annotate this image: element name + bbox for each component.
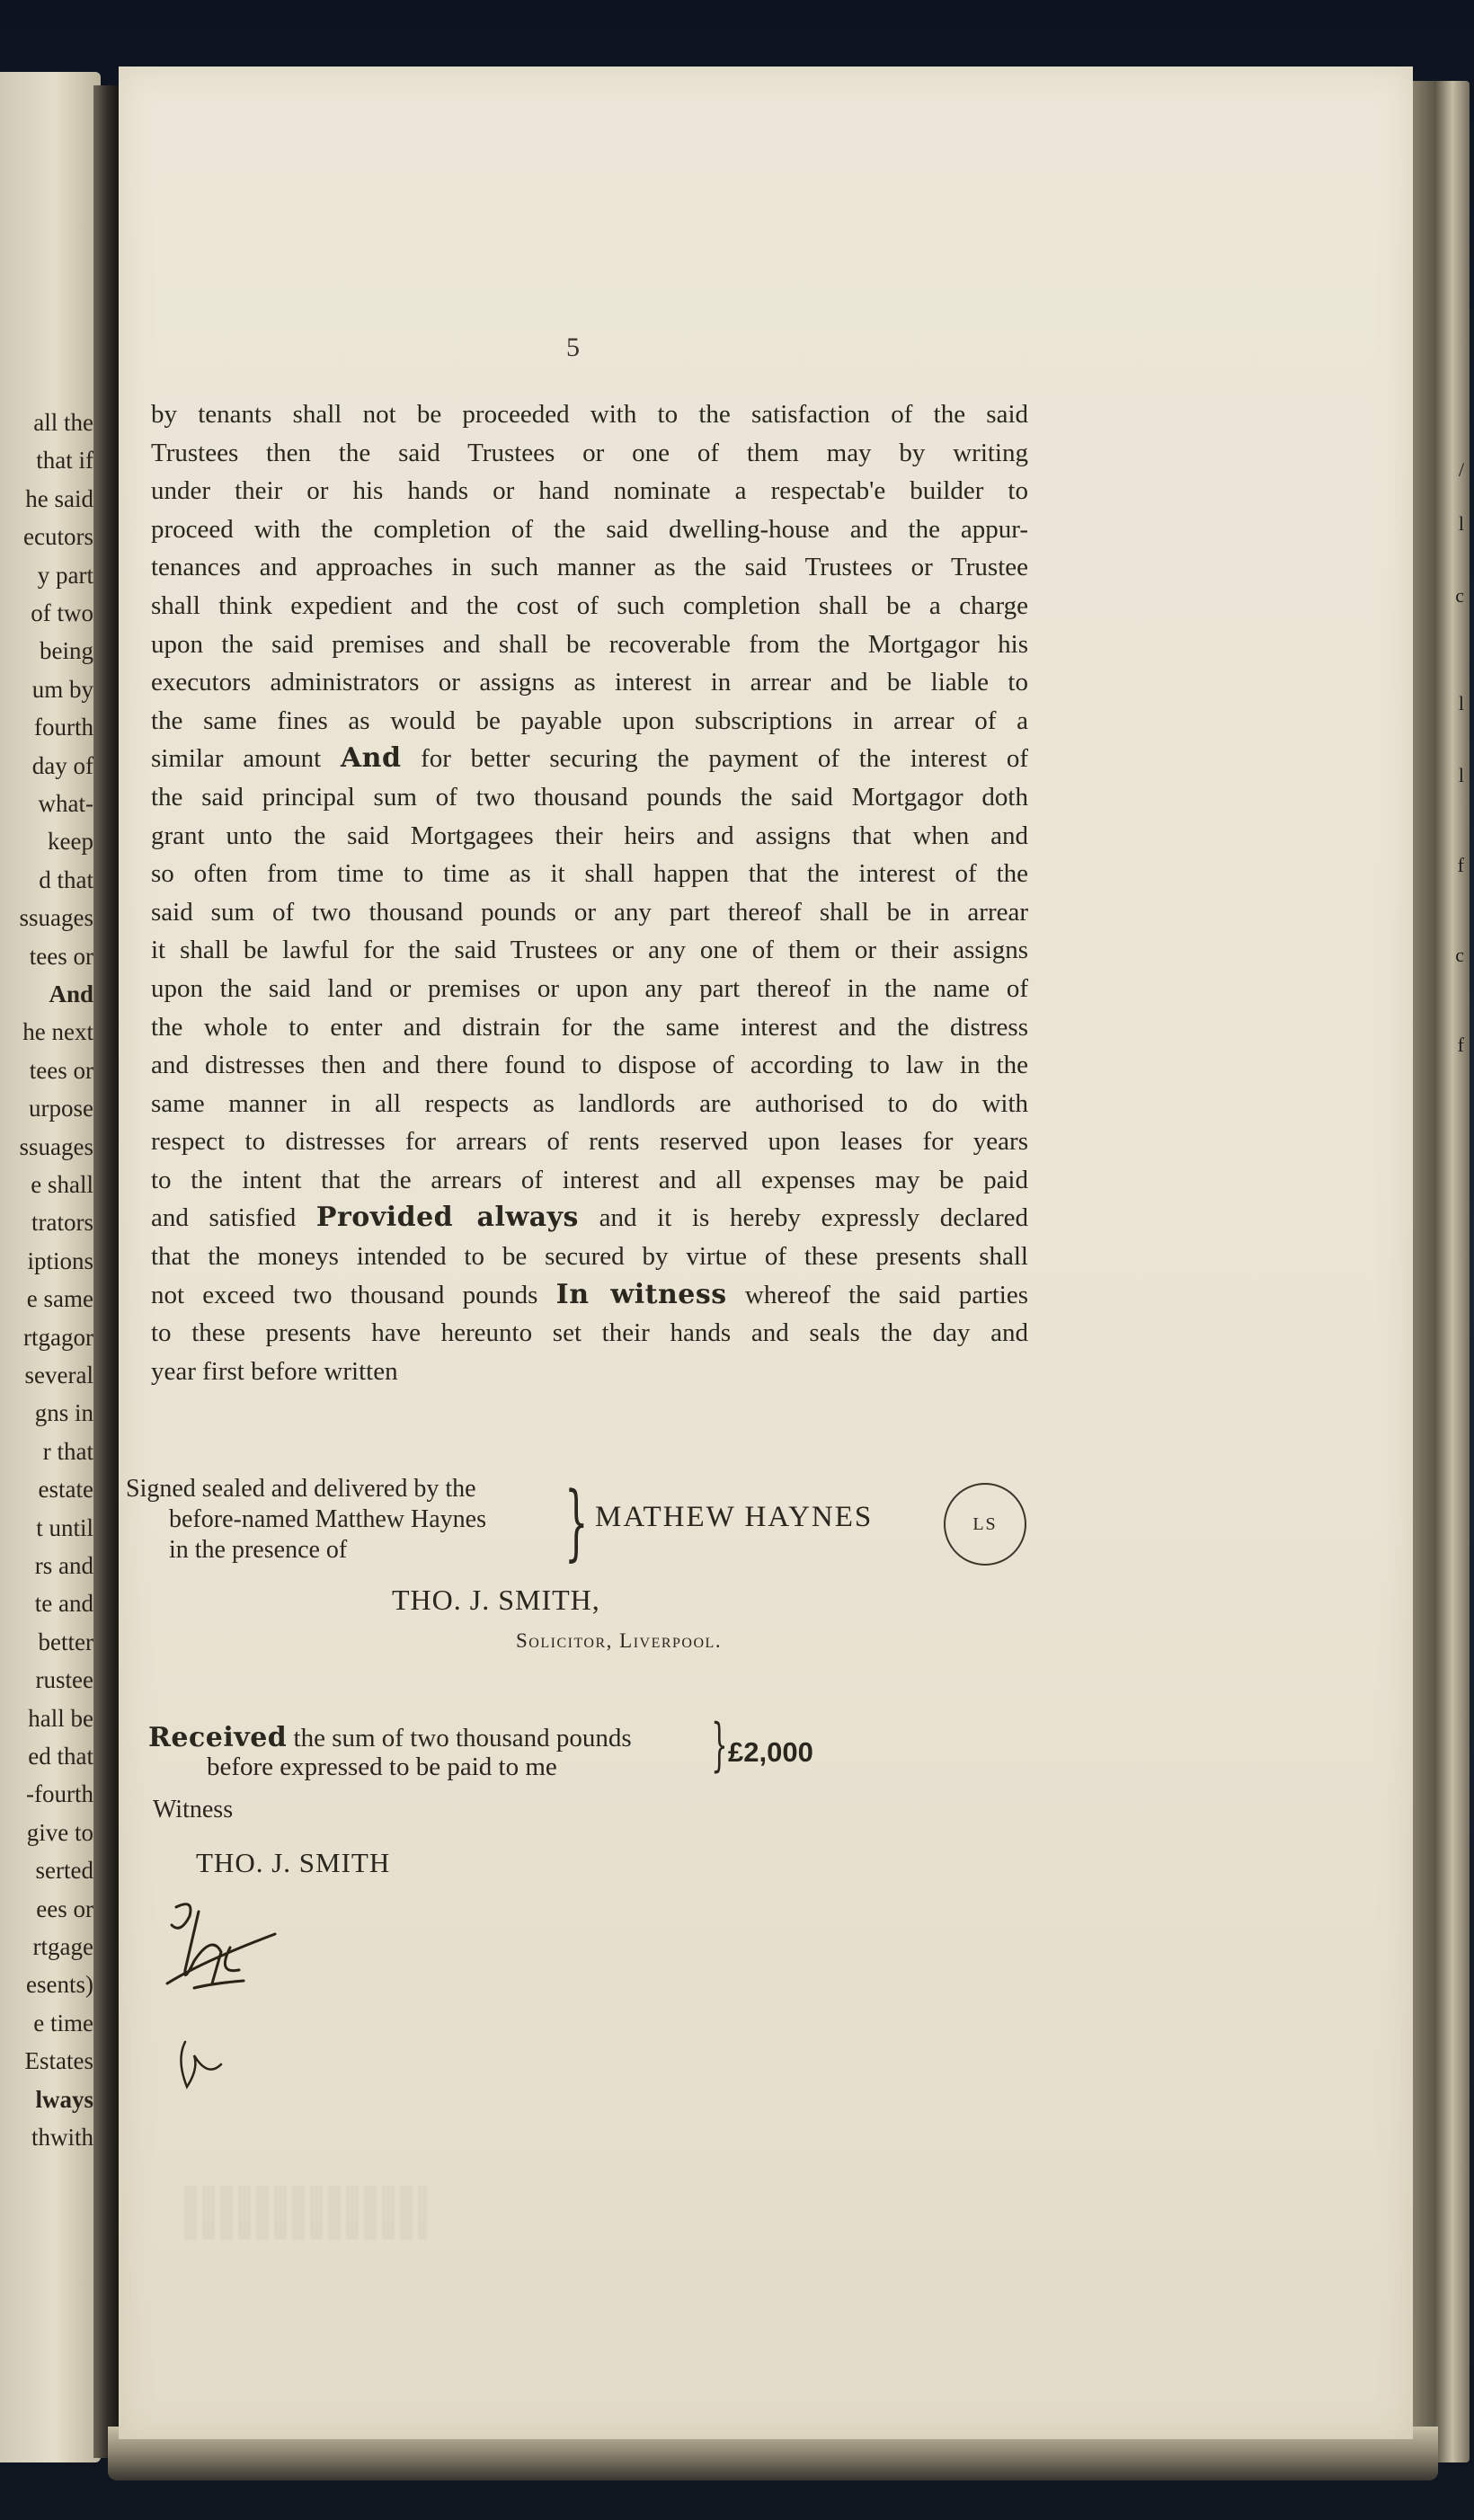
left-page-fragment: what- (38, 790, 93, 817)
left-page-fragment: ssuages (19, 904, 93, 932)
left-page-fragment: he next (22, 1018, 93, 1046)
left-page-fragment: um by (31, 675, 93, 703)
receipt-line-2: before expressed to be paid to me (207, 1752, 557, 1781)
body-line-text: similar amount (151, 744, 341, 774)
witness-name: THO. J. SMITH, (392, 1584, 600, 1616)
receipt-line-1: the sum of two thousand pounds (287, 1724, 632, 1752)
body-line-text: and satisfied (151, 1203, 316, 1233)
book-gutter (93, 85, 119, 2458)
deed-body-text (151, 395, 1028, 1390)
body-line (151, 1199, 1028, 1238)
witness-title: Solicitor, Liverpool. (516, 1629, 723, 1652)
body-line: it shall be lawful for the said Trustees or any one of them or their assigns (151, 936, 1028, 965)
body-line-text: and it is hereby expressly declared (578, 1203, 1029, 1233)
left-page-fragment: serted (35, 1857, 93, 1885)
body-line: year first before written (151, 1356, 398, 1386)
left-page-fragment: d that (39, 865, 93, 893)
left-page-fragment: that if (36, 447, 93, 475)
previous-page-edge (0, 72, 101, 2462)
body-line: proceed with the completion of the said dwelling-house and the appur- (151, 514, 1028, 544)
body-line: the same fines as would be payable upon subscriptions in arrear of a (151, 705, 1028, 735)
seal-ls: LS (944, 1483, 1026, 1566)
left-page-fragment: thwith (31, 2124, 93, 2151)
left-page-fragment: day of (31, 751, 93, 779)
left-page-fragment: fourth (34, 714, 93, 741)
body-line: under their or his hands or hand nominate a respectab'e builder to (151, 476, 1028, 506)
left-page-fragment: several (24, 1362, 93, 1389)
body-line: tenances and approaches in such manner as the said Trustees or Trustee (151, 553, 1028, 582)
left-page-fragment: e shall (31, 1171, 93, 1198)
left-page-fragment: e time (33, 2009, 93, 2036)
left-page-fragment: -fourth (26, 1780, 93, 1808)
brace-icon: } (564, 1474, 589, 1570)
left-page-fragment: ssuages (19, 1132, 93, 1160)
blackletter-keyword: And (340, 742, 402, 775)
left-page-fragment: he said (25, 484, 93, 512)
body-line: respect to distresses for arrears of rents reserved upon leases for years (151, 1127, 1028, 1157)
body-line: upon the said premises and shall be recoverable from the Mortgagor his (151, 629, 1028, 659)
body-line: and distresses then and there found to dispose of according to law in the (151, 1051, 1028, 1080)
body-line: upon the said land or premises or upon any part thereof in the name of (151, 973, 1028, 1003)
attestation-line-2: before-named Matthew Haynes (169, 1505, 486, 1533)
left-page-fragment: better (38, 1628, 93, 1655)
left-page-fragment: being (40, 637, 93, 665)
left-page-fragment: y part (37, 561, 93, 589)
receipt-amount: £2,000 (728, 1736, 813, 1768)
body-line: said sum of two thousand pounds or any part thereof shall be in arrear (151, 897, 1028, 927)
body-line (151, 740, 1028, 778)
body-line: to the intent that the arrears of interest and all expenses may be paid (151, 1165, 1028, 1194)
body-line: grant unto the said Mortgagees their heirs and assigns that when and (151, 821, 1028, 850)
left-page-fragment: estate (38, 1476, 93, 1504)
left-page-fragment: iptions (27, 1247, 93, 1274)
body-line: that the moneys intended to be secured by virtue of these presents shall (151, 1242, 1028, 1272)
receipt-text (148, 1724, 632, 1781)
left-page-fragment: Estates (24, 2047, 93, 2075)
left-page-fragment: rs and (34, 1552, 93, 1579)
body-line: same manner in all respects as landlords are authorised to do with (151, 1088, 1028, 1118)
receipt-witness-name: THO. J. SMITH (196, 1847, 391, 1878)
left-page-fragment: urpose (29, 1095, 93, 1122)
body-line: the said principal sum of two thousand pounds the said Mortgagor doth (151, 782, 1028, 812)
left-page-fragment: all the (33, 409, 93, 436)
body-line: by tenants shall not be proceeded with to the satisfaction of the said (151, 400, 1028, 429)
body-line: to these presents have hereunto set their hands and seals the day and (151, 1318, 1028, 1348)
receipt-keyword: Received (148, 1722, 288, 1753)
body-line-text: for better securing the payment of the interest of (401, 744, 1029, 774)
page-stack-edge: / l c l l f c f (1384, 81, 1470, 2462)
left-page-fragment: esents) (26, 1971, 93, 1999)
body-line: the whole to enter and distrain for the same interest and the distress (151, 1012, 1028, 1042)
left-page-fragment: r that (42, 1437, 93, 1465)
left-page-fragment: ed that (28, 1743, 93, 1770)
signer-name: MATHEW HAYNES (595, 1501, 874, 1533)
left-page-fragment: trators (31, 1209, 93, 1237)
handwritten-signature-icon (158, 1898, 302, 2114)
left-page-fragment: t until (36, 1513, 93, 1541)
left-page-fragment: ecutors (23, 523, 93, 551)
blackletter-keyword: Provided always (315, 1202, 579, 1234)
page-number: 5 (566, 333, 580, 362)
body-line: so often from time to time as it shall happen that the interest of the (151, 859, 1028, 889)
body-line: executors administrators or assigns as interest in arrear and be liable to (151, 668, 1028, 697)
left-page-fragment: give to (26, 1818, 93, 1846)
left-page-fragment: rtgagor (23, 1323, 93, 1351)
left-page-fragment: e same (26, 1285, 93, 1313)
left-page-fragment: tees or (29, 942, 93, 970)
attestation-line-1: Signed sealed and delivered by the (126, 1475, 476, 1503)
body-line: shall think expedient and the cost of such completion shall be a charge (151, 590, 1028, 620)
body-line (151, 1276, 1028, 1315)
blackletter-keyword: In witness (555, 1278, 727, 1310)
left-page-fragment: hall be (28, 1704, 93, 1732)
left-page-fragment: lways (35, 2085, 93, 2113)
left-page-fragment: And (49, 980, 93, 1007)
body-line-text: not exceed two thousand pounds (151, 1280, 556, 1309)
body-line-text: whereof the said parties (726, 1280, 1029, 1309)
left-page-fragment: of two (31, 599, 93, 626)
signature-attestation (126, 1474, 486, 1566)
left-page-fragment: te and (34, 1590, 93, 1618)
left-page-fragment: rtgage (32, 1933, 93, 1960)
faded-stamp (184, 2186, 427, 2240)
left-page-fragment: keep (48, 828, 93, 856)
attestation-line-3: in the presence of (169, 1536, 348, 1564)
left-page-fragment: ees or (36, 1894, 93, 1922)
left-page-fragment: rustee (35, 1666, 93, 1694)
body-line: Trustees then the said Trustees or one of them may by writing (151, 438, 1028, 467)
left-page-fragment: gns in (34, 1399, 93, 1427)
brace-icon: } (711, 1712, 728, 1779)
witness-label: Witness (153, 1796, 234, 1823)
left-page-fragment: tees or (29, 1056, 93, 1084)
